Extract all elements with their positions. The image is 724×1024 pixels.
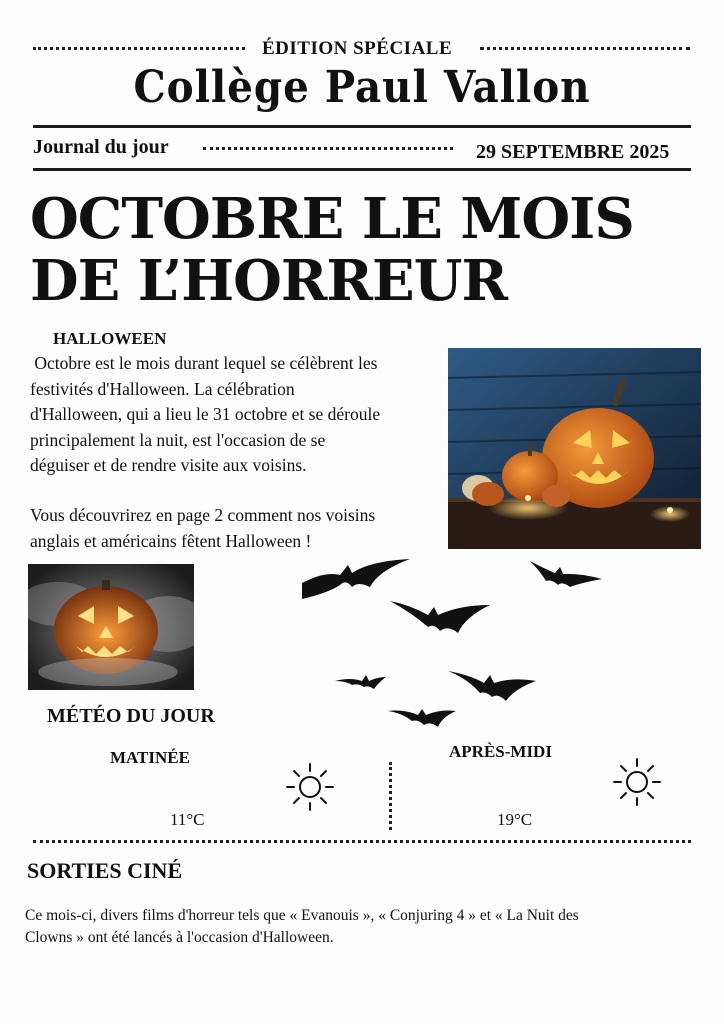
weather-title: MÉTÉO DU JOUR <box>47 705 215 727</box>
masthead-rule-bottom <box>33 168 691 171</box>
sun-icon <box>285 762 335 812</box>
headline-line: OCTOBRE LE MOIS <box>30 186 634 252</box>
bat-icon <box>335 675 386 689</box>
weather-bottom-dotted-rule <box>33 840 691 843</box>
bat-icon <box>302 559 410 599</box>
cinema-line: Ce mois-ci, divers films d'horreur tels que « Evanouis », « Conjuring 4 » et « La Nuit des <box>25 907 579 924</box>
weather-divider <box>389 762 392 830</box>
article-line: principalement la nuit, est l'occasion de se <box>30 429 326 450</box>
afternoon-label: APRÈS-MIDI <box>449 742 552 761</box>
article-line: d'Halloween, qui a lieu le 31 octobre et se déroule <box>30 404 381 424</box>
journal-label: Journal du jour <box>33 136 169 158</box>
article-line: Octobre est le mois durant lequel se célèbrent les <box>30 353 378 373</box>
article-line: déguiser et de rendre visite aux voisins. <box>30 455 307 475</box>
article-paragraph-1 <box>30 351 450 479</box>
cinema-text <box>25 905 705 949</box>
afternoon-temperature: 19°C <box>497 810 533 829</box>
journal-dotted-rule <box>203 147 453 150</box>
headline-line: DE L’HORREUR <box>30 248 508 314</box>
cinema-title: SORTIES CINÉ <box>27 858 183 883</box>
header-dotted-rule-left <box>33 47 245 50</box>
bat-icon <box>390 601 490 633</box>
section-label-halloween: HALLOWEEN <box>53 329 167 348</box>
bat-icon <box>388 709 456 727</box>
morning-temperature: 11°C <box>170 810 205 829</box>
edition-label: ÉDITION SPÉCIALE <box>262 38 453 59</box>
article-line: Vous découvrirez en page 2 comment nos voisins <box>30 505 376 525</box>
cinema-line: Clowns » ont été lancés à l'occasion d'Halloween. <box>25 929 334 946</box>
sun-icon <box>612 757 662 807</box>
bat-icon <box>530 561 602 587</box>
header-dotted-rule-right <box>480 47 690 50</box>
article-line: anglais et américains fêtent Halloween ! <box>30 530 312 551</box>
page-headline <box>30 188 710 312</box>
masthead-rule-top <box>33 125 691 128</box>
article-paragraph-2 <box>30 503 450 554</box>
school-name-masthead: Collège Paul Vallon <box>133 62 591 113</box>
bat-icon <box>448 671 536 701</box>
morning-label: MATINÉE <box>110 748 190 767</box>
jack-o-lantern-photo <box>28 564 194 690</box>
pumpkins-photo <box>448 348 701 549</box>
issue-date: 29 SEPTEMBRE 2025 <box>476 141 670 163</box>
bats-illustration <box>300 553 605 738</box>
article-line: festivités d'Halloween. La célébration <box>30 378 295 399</box>
